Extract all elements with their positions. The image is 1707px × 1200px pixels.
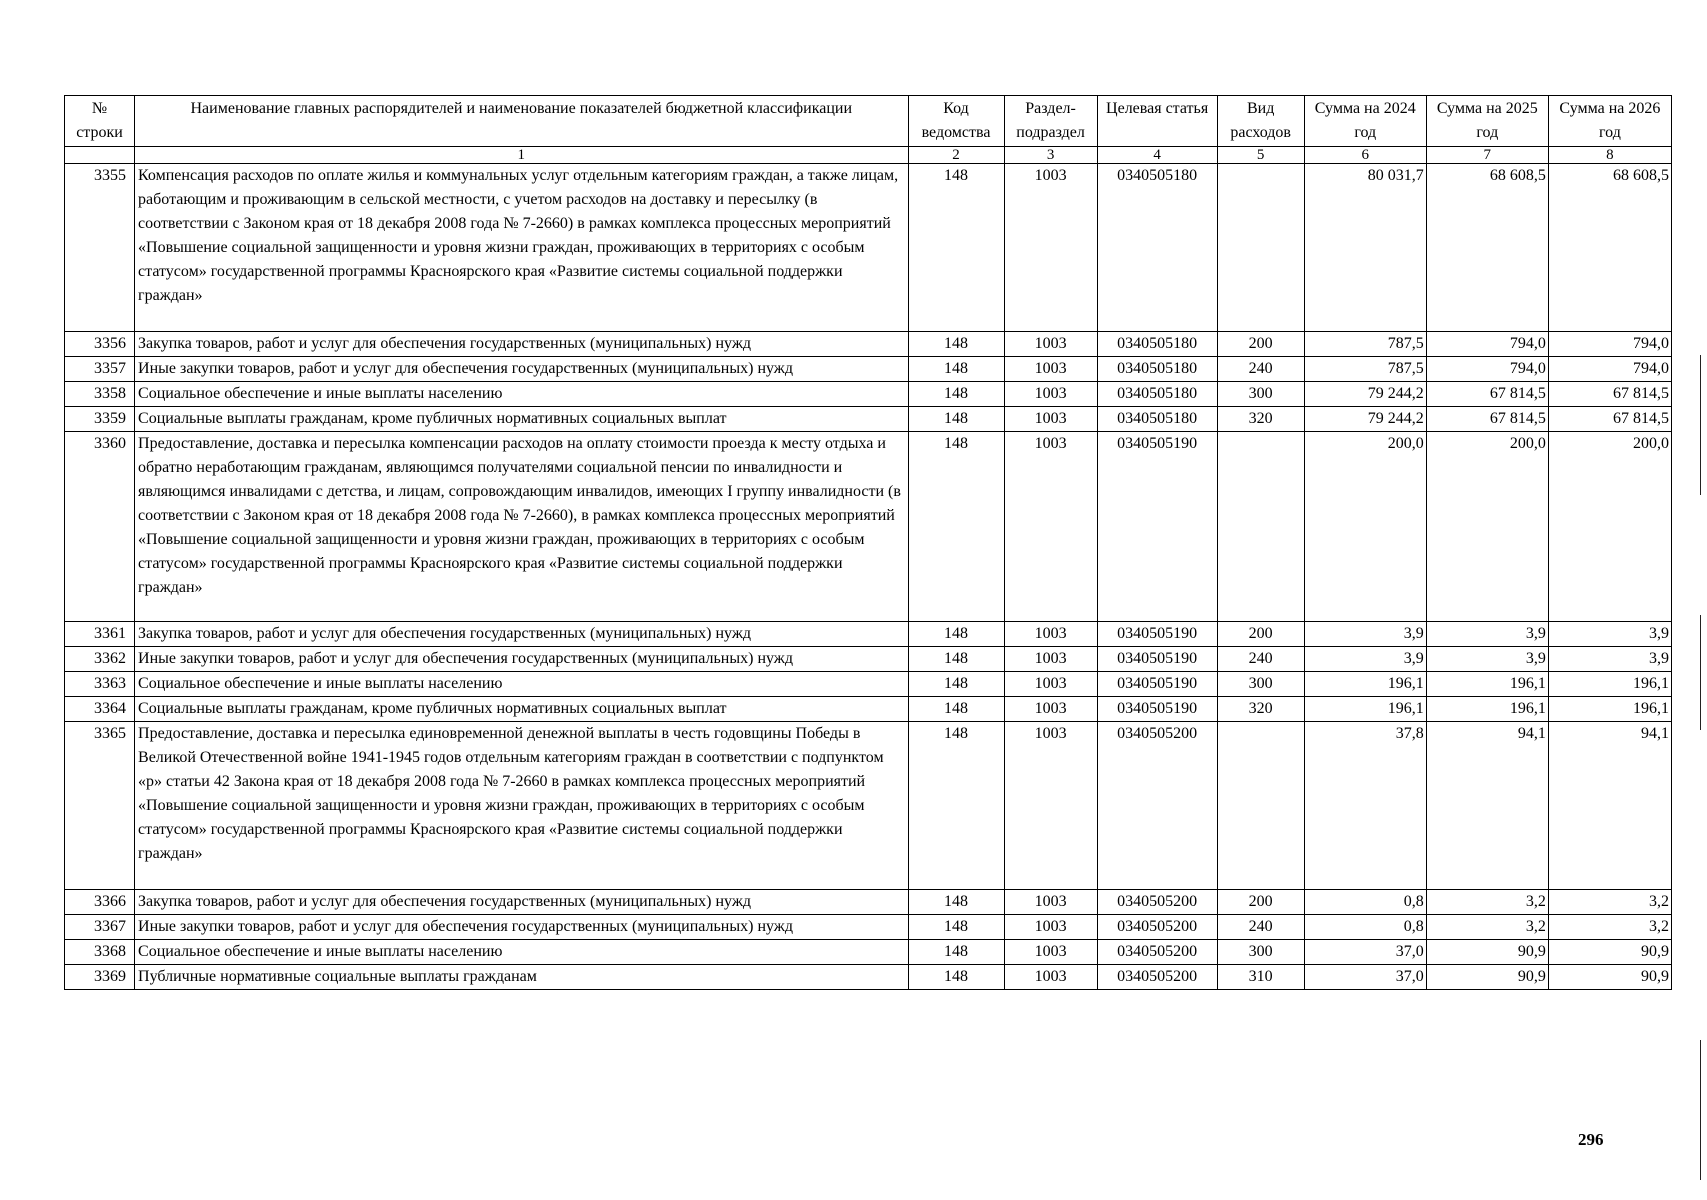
table-row [65,697,1672,722]
table-row [65,965,1672,990]
row-sum-2026: 196,1 [1548,672,1671,697]
row-number: 3358 [65,382,135,407]
row-sum-2025: 67 814,5 [1426,407,1548,432]
row-sum-2026: 794,0 [1548,332,1671,357]
column-number: 3 [1004,147,1097,164]
row-dept-code: 148 [908,672,1004,697]
row-sum-2024: 3,9 [1304,622,1426,647]
row-expense-type: 300 [1217,940,1304,965]
row-section: 1003 [1004,890,1097,915]
header-sum-2025: Сумма на 2025 год [1426,96,1548,147]
row-name: Иные закупки товаров, работ и услуг для обеспечения государственных (муниципальных) нужд [135,357,908,382]
row-sum-2026: 68 608,5 [1548,164,1671,332]
row-dept-code: 148 [908,722,1004,890]
row-sum-2024: 3,9 [1304,647,1426,672]
row-sum-2024: 196,1 [1304,672,1426,697]
header-dept-code: Код ведомства [908,96,1004,147]
table-row [65,622,1672,647]
column-number: 7 [1426,147,1548,164]
row-sum-2024: 37,0 [1304,965,1426,990]
row-name: Социальное обеспечение и иные выплаты населению [135,672,908,697]
row-name: Предоставление, доставка и пересылка компенсации расходов на оплату стоимости проезда к месту отдыха и обратно неработающим гражданам, являющимся получателями социальной пенсии по инвалидности и являющимся инвалидами с детства, и лицам, сопровождающим инвалидов, имеющих I группу инвалидности (в соответствии с Законом края от 18 декабря 2008 года № 7-2660), в рамках комплекса процессных мероприятий «Повышение социальной защищенности и уровня жизни граждан, проживающих в территориях с особым статусом» государственной программы Красноярского края «Развитие системы социальной поддержки граждан» [135,432,908,622]
row-number: 3368 [65,940,135,965]
row-sum-2026: 794,0 [1548,357,1671,382]
row-sum-2025: 794,0 [1426,332,1548,357]
table-row [65,940,1672,965]
header-sum-2026: Сумма на 2026 год [1548,96,1671,147]
row-target: 0340505200 [1097,915,1217,940]
row-sum-2025: 90,9 [1426,940,1548,965]
table-row [65,647,1672,672]
row-sum-2025: 3,2 [1426,915,1548,940]
row-expense-type: 320 [1217,697,1304,722]
table-row [65,164,1672,332]
table-row [65,915,1672,940]
row-sum-2026: 90,9 [1548,965,1671,990]
header-row [65,96,1672,147]
row-dept-code: 148 [908,164,1004,332]
row-target: 0340505200 [1097,940,1217,965]
row-sum-2024: 787,5 [1304,332,1426,357]
row-sum-2026: 200,0 [1548,432,1671,622]
row-dept-code: 148 [908,407,1004,432]
row-name: Иные закупки товаров, работ и услуг для обеспечения государственных (муниципальных) нужд [135,915,908,940]
row-sum-2024: 37,8 [1304,722,1426,890]
row-expense-type: 240 [1217,357,1304,382]
row-dept-code: 148 [908,622,1004,647]
row-section: 1003 [1004,647,1097,672]
row-sum-2025: 3,9 [1426,622,1548,647]
row-section: 1003 [1004,915,1097,940]
row-dept-code: 148 [908,332,1004,357]
row-section: 1003 [1004,432,1097,622]
row-section: 1003 [1004,722,1097,890]
row-sum-2025: 200,0 [1426,432,1548,622]
row-sum-2024: 0,8 [1304,915,1426,940]
row-name: Иные закупки товаров, работ и услуг для обеспечения государственных (муниципальных) нужд [135,647,908,672]
row-section: 1003 [1004,940,1097,965]
row-number: 3369 [65,965,135,990]
row-sum-2026: 3,9 [1548,622,1671,647]
table-row [65,357,1672,382]
row-sum-2025: 90,9 [1426,965,1548,990]
column-number: 4 [1097,147,1217,164]
row-sum-2024: 200,0 [1304,432,1426,622]
row-target: 0340505190 [1097,672,1217,697]
row-name: Компенсация расходов по оплате жилья и коммунальных услуг отдельным категориям граждан, а также лицам, работающим и проживающим в сельской местности, с учетом расходов на доставку и пересылку (в соответствии с Законом края от 18 декабря 2008 года № 7-2660) в рамках комплекса процессных мероприятий «Повышение социальной защищенности и уровня жизни граждан, проживающих в территориях с особым статусом» государственной программы Красноярского края «Развитие системы социальной поддержки граждан» [135,164,908,332]
row-sum-2025: 3,2 [1426,890,1548,915]
row-section: 1003 [1004,965,1097,990]
row-number: 3363 [65,672,135,697]
row-dept-code: 148 [908,890,1004,915]
row-section: 1003 [1004,332,1097,357]
row-expense-type: 200 [1217,622,1304,647]
row-target: 0340505190 [1097,647,1217,672]
column-number: 8 [1548,147,1671,164]
row-sum-2026: 67 814,5 [1548,407,1671,432]
row-sum-2025: 196,1 [1426,672,1548,697]
header-row-no: № строки [65,96,135,147]
row-name: Социальные выплаты гражданам, кроме публичных нормативных социальных выплат [135,407,908,432]
row-sum-2026: 67 814,5 [1548,382,1671,407]
row-section: 1003 [1004,672,1097,697]
row-dept-code: 148 [908,357,1004,382]
row-dept-code: 148 [908,432,1004,622]
header-section: Раздел-подраздел [1004,96,1097,147]
row-section: 1003 [1004,357,1097,382]
row-sum-2024: 37,0 [1304,940,1426,965]
scan-edge-line [1700,1040,1701,1180]
row-sum-2024: 79 244,2 [1304,407,1426,432]
row-dept-code: 148 [908,647,1004,672]
column-number: 6 [1304,147,1426,164]
scan-edge-line [1700,355,1701,495]
row-section: 1003 [1004,382,1097,407]
row-name: Публичные нормативные социальные выплаты гражданам [135,965,908,990]
row-number: 3360 [65,432,135,622]
column-number-row [65,147,1672,164]
row-number: 3364 [65,697,135,722]
row-name: Социальное обеспечение и иные выплаты населению [135,940,908,965]
budget-table [64,95,1672,990]
row-section: 1003 [1004,697,1097,722]
row-expense-type: 240 [1217,915,1304,940]
row-sum-2025: 196,1 [1426,697,1548,722]
row-sum-2026: 196,1 [1548,697,1671,722]
row-dept-code: 148 [908,965,1004,990]
row-expense-type [1217,722,1304,890]
row-expense-type: 300 [1217,382,1304,407]
row-target: 0340505180 [1097,164,1217,332]
row-dept-code: 148 [908,382,1004,407]
row-expense-type [1217,164,1304,332]
column-number: 2 [908,147,1004,164]
row-dept-code: 148 [908,697,1004,722]
scan-edge-line [1700,615,1701,730]
row-target: 0340505190 [1097,697,1217,722]
row-target: 0340505190 [1097,622,1217,647]
row-sum-2025: 794,0 [1426,357,1548,382]
table-row [65,890,1672,915]
row-sum-2026: 3,9 [1548,647,1671,672]
row-sum-2025: 67 814,5 [1426,382,1548,407]
row-number: 3356 [65,332,135,357]
row-target: 0340505180 [1097,407,1217,432]
row-sum-2025: 3,9 [1426,647,1548,672]
row-number: 3362 [65,647,135,672]
header-name: Наименование главных распорядителей и наименование показателей бюджетной классификации [135,96,908,147]
column-number: 1 [135,147,908,164]
row-number: 3361 [65,622,135,647]
row-name: Социальные выплаты гражданам, кроме публичных нормативных социальных выплат [135,697,908,722]
row-dept-code: 148 [908,915,1004,940]
row-number: 3366 [65,890,135,915]
row-section: 1003 [1004,164,1097,332]
row-target: 0340505180 [1097,382,1217,407]
row-sum-2024: 196,1 [1304,697,1426,722]
row-section: 1003 [1004,407,1097,432]
row-number: 3367 [65,915,135,940]
row-expense-type: 320 [1217,407,1304,432]
row-target: 0340505180 [1097,357,1217,382]
row-target: 0340505200 [1097,965,1217,990]
row-target: 0340505190 [1097,432,1217,622]
row-expense-type: 300 [1217,672,1304,697]
row-sum-2025: 68 608,5 [1426,164,1548,332]
column-number-blank [65,147,135,164]
table-row [65,332,1672,357]
row-number: 3357 [65,357,135,382]
row-sum-2024: 80 031,7 [1304,164,1426,332]
row-sum-2024: 79 244,2 [1304,382,1426,407]
table-row [65,407,1672,432]
column-number: 5 [1217,147,1304,164]
row-expense-type: 240 [1217,647,1304,672]
row-sum-2026: 94,1 [1548,722,1671,890]
row-name: Предоставление, доставка и пересылка единовременной денежной выплаты в честь годовщины Победы в Великой Отечественной войне 1941-1945 годов отдельным категориям граждан в соответствии с подпунктом «р» статьи 42 Закона края от 18 декабря 2008 года № 7-2660 в рамках комплекса процессных мероприятий «Повышение социальной защищенности и уровня жизни граждан, проживающих в территориях с особым статусом» государственной программы Красноярского края «Развитие системы социальной поддержки граждан» [135,722,908,890]
row-name: Закупка товаров, работ и услуг для обеспечения государственных (муниципальных) нужд [135,622,908,647]
row-number: 3359 [65,407,135,432]
row-number: 3355 [65,164,135,332]
row-dept-code: 148 [908,940,1004,965]
row-target: 0340505200 [1097,890,1217,915]
row-target: 0340505200 [1097,722,1217,890]
row-name: Социальное обеспечение и иные выплаты населению [135,382,908,407]
table-row [65,722,1672,890]
row-sum-2026: 90,9 [1548,940,1671,965]
row-section: 1003 [1004,622,1097,647]
header-target: Целевая статья [1097,96,1217,147]
row-expense-type [1217,432,1304,622]
row-expense-type: 310 [1217,965,1304,990]
header-sum-2024: Сумма на 2024 год [1304,96,1426,147]
row-target: 0340505180 [1097,332,1217,357]
row-number: 3365 [65,722,135,890]
page-number: 296 [1578,1130,1604,1149]
row-sum-2026: 3,2 [1548,890,1671,915]
table-row [65,672,1672,697]
row-name: Закупка товаров, работ и услуг для обеспечения государственных (муниципальных) нужд [135,890,908,915]
table-row [65,432,1672,622]
header-expense-type: Вид расходов [1217,96,1304,147]
row-sum-2025: 94,1 [1426,722,1548,890]
row-expense-type: 200 [1217,332,1304,357]
table-row [65,382,1672,407]
row-sum-2024: 787,5 [1304,357,1426,382]
row-name: Закупка товаров, работ и услуг для обеспечения государственных (муниципальных) нужд [135,332,908,357]
row-expense-type: 200 [1217,890,1304,915]
row-sum-2024: 0,8 [1304,890,1426,915]
row-sum-2026: 3,2 [1548,915,1671,940]
